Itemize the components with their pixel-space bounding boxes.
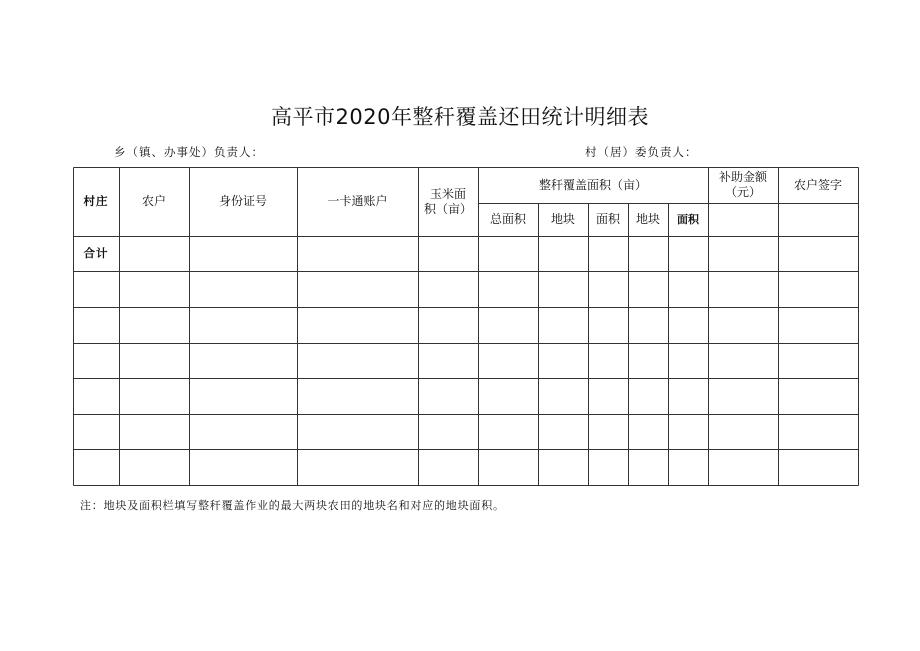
header-signature: 农户签字 bbox=[793, 177, 842, 192]
header-area-2: 面积 bbox=[677, 213, 699, 226]
header-plot-2: 地块 bbox=[635, 212, 660, 226]
footnote: 注：地块及面积栏填写整秆覆盖作业的最大两块农田的地块名和对应的地块面积。 bbox=[80, 499, 505, 512]
statistics-table bbox=[73, 167, 860, 491]
header-subsidy-line2: （元） bbox=[724, 185, 761, 199]
header-total-area: 总面积 bbox=[489, 212, 526, 226]
header-farmer: 农户 bbox=[141, 194, 166, 208]
header-card-account: 一卡通账户 bbox=[327, 194, 388, 208]
header-corn-area-line2: 积（亩） bbox=[423, 201, 472, 216]
township-responsible-label: 乡（镇、办事处）负责人： bbox=[114, 145, 264, 159]
header-plot-1: 地块 bbox=[550, 212, 575, 226]
village-responsible-label: 村（居）委负责人： bbox=[585, 145, 698, 159]
header-corn-area-line1: 玉米面 bbox=[429, 186, 466, 201]
total-row-label: 合计 bbox=[83, 246, 109, 260]
header-subsidy bbox=[708, 167, 778, 203]
header-area-1: 面积 bbox=[595, 212, 620, 226]
header-subsidy-line1: 补助金额 bbox=[718, 170, 767, 184]
header-id-number: 身份证号 bbox=[218, 194, 267, 208]
header-village: 村庄 bbox=[83, 194, 109, 208]
header-corn-area bbox=[418, 167, 478, 236]
header-straw-cover-area: 整秆覆盖面积（亩） bbox=[538, 177, 647, 192]
document-title: 高平市2020年整秆覆盖还田统计明细表 bbox=[271, 105, 649, 129]
